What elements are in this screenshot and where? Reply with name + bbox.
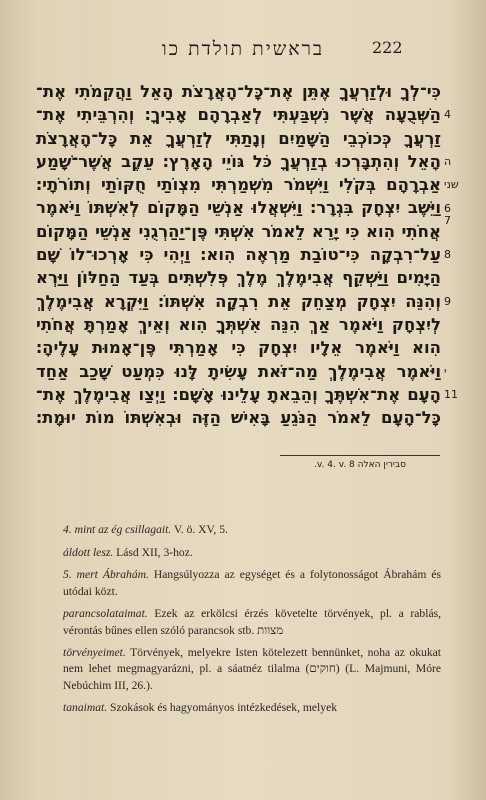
hebrew-text-block bbox=[36, 80, 441, 429]
hebrew-line: וְהִנֵּה יִצְחָק מְצַחֵק אֵת רִבְקָה אִשְׁתּוֹ׃ וַיִּקְרָא אֲבִימֶלֶךְ bbox=[36, 291, 441, 311]
hebrew-line: אַבְרָהָם בְּקֹלִי וַיִּשְׁמֹר מִשְׁמַרְתִּי מִצְוֺתַי חֻקּוֹתַי וְתוֹרֹתָי׃ bbox=[36, 175, 441, 195]
commentary-text: Szokások és hagyományos intézkedések, melyek bbox=[107, 701, 338, 715]
hebrew-line: כָּל־הָעָם לֵאמֹר הַנֹּגֵעַ בָּאִישׁ הַזֶּה וּבְאִשְׁתּוֹ מוֹת יוּמָת׃ bbox=[36, 408, 441, 428]
commentary-text: Hangsúlyozza az egységet és a folytonosságot Ábrahám és utódai közt. bbox=[63, 568, 441, 598]
commentary-lemma: parancsolataimat. bbox=[63, 607, 148, 621]
verse-number: 4 bbox=[444, 108, 451, 122]
verse-number: 7 bbox=[444, 214, 451, 228]
verse-number: שני bbox=[444, 178, 459, 192]
hebrew-line: עַל־רִבְקָה כִּי־טוֹבַת מַרְאֶה הִוא׃ וַיְהִי כִּי אָרְכוּ־לוֹ שָׁם bbox=[36, 245, 441, 265]
footnote-rule bbox=[280, 455, 440, 456]
hebrew-line: כִּי־לְךָ וּלְזַרְעֲךָ אֶתֵּן אֶת־כָּל־הָאֲרָצֹת הָאֵל וַהֲקִמֹתִי אֶת־ bbox=[36, 82, 441, 101]
commentary-paragraph bbox=[63, 545, 441, 561]
hebrew-line: הָעָם אֶת־אִשְׁתֶּךָ וְהֵבֵאתָ עָלֵינוּ אָשָׁם׃ וַיְצַו אֲבִימֶלֶךְ אֶת־ bbox=[36, 384, 441, 404]
commentary-paragraph bbox=[63, 606, 441, 638]
commentary-paragraph bbox=[63, 522, 441, 538]
hebrew-line: הִוא וַיֹּאמֶר אֵלָיו יִצְחָק כִּי אָמַרְתִּי פֶּן־אָמוּת עָלֶיהָ׃ bbox=[36, 338, 441, 358]
commentary-text: Lásd XII, 3-hoz. bbox=[113, 545, 193, 559]
commentary-lemma: törvényeimet. bbox=[63, 646, 126, 660]
commentary-lemma: 4. mint az ég csillagait. bbox=[63, 523, 172, 536]
hebrew-line: הָאֵל וְהִתְבָּרְכוּ בְזַרְעֲךָ כֹּל גּוֹיֵי הָאָרֶץ׃ עֵקֶב אֲשֶׁר־שָׁמַע bbox=[36, 151, 441, 171]
commentary-text: V. ö. XV, 5. bbox=[171, 523, 228, 536]
hebrew-line: אֲחֹתִי הִוא כִּי יָרֵא לֵאמֹר אִשְׁתִּי פֶּן־יַהַרְגֻנִי אַנְשֵׁי הַמָּקוֹם bbox=[36, 221, 441, 241]
hebrew-line: וַיֵּשֶׁב יִצְחָק בִּגְרָר׃ וַיִּשְׁאֲלוּ אַנְשֵׁי הַמָּקוֹם לְאִשְׁתּוֹ וַיֹּאמֶר bbox=[36, 198, 441, 218]
commentary-paragraph bbox=[63, 567, 441, 599]
commentary-paragraph bbox=[63, 700, 441, 716]
hebrew-line: זַרְעֲךָ כְּכוֹכְבֵי הַשָּׁמַיִם וְנָתַתִּי לְזַרְעֲךָ אֵת כָּל־הָאֲרָצֹת bbox=[36, 128, 441, 148]
hebrew-line: הַיָּמִים וַיַּשְׁקֵף אֲבִימֶלֶךְ מֶלֶךְ פְּלִשְׁתִּים בְּעַד הַחַלּוֹן וַיַּרְא bbox=[36, 268, 441, 288]
commentary-block bbox=[63, 522, 441, 723]
hebrew-line: הַשְּׁבֻעָה אֲשֶׁר נִשְׁבַּעְתִּי לְאַבְרָהָם אָבִיךָ׃ וְהִרְבֵּיתִי אֶת־ bbox=[36, 105, 441, 125]
commentary-lemma: 5. mert Ábrahám. bbox=[63, 568, 149, 582]
verse-number: 11 bbox=[444, 387, 458, 401]
commentary-lemma: áldott lesz. bbox=[63, 545, 114, 559]
page-number: 222 bbox=[372, 38, 403, 57]
commentary-text: Törvények, melyekre Isten kötelezett bennünket, noha az okukat nem lehet megmagyarázni, pl. a sáatnéz tilalma (חוקים) (L. Majmuni, Móre Nebúchim III, 26.). bbox=[63, 646, 441, 692]
commentary-paragraph bbox=[63, 645, 441, 694]
verse-number: 8 bbox=[444, 248, 451, 262]
commentary-lemma: tanaimat. bbox=[63, 701, 108, 715]
verse-number: 6 bbox=[444, 201, 451, 215]
verse-number: 9 bbox=[444, 294, 451, 308]
commentary-text: Ezek az erkölcsi érzés követelte törvények, pl. a rablás, vérontás bűnes ellen szóló parancsok stb. מצוות bbox=[63, 607, 441, 637]
running-head: בראשית תולדת כו bbox=[161, 38, 325, 60]
verse-number: י bbox=[444, 364, 447, 378]
hebrew-line: וַיֹּאמֶר אֲבִימֶלֶךְ מַה־זֹּאת עָשִׂיתָ לָּנוּ כִּמְעַט שָׁכַב אַחַד bbox=[36, 361, 441, 381]
verse-number: ה bbox=[444, 154, 452, 168]
hebrew-line: לְיִצְחָק וַיֹּאמֶר אַךְ הִנֵּה אִשְׁתְּךָ הִוא וְאֵיךְ אָמַרְתָּ אֲחֹתִי bbox=[36, 314, 441, 334]
footnote-text: סבירין האלה v. 4. v. 8. bbox=[314, 460, 406, 470]
